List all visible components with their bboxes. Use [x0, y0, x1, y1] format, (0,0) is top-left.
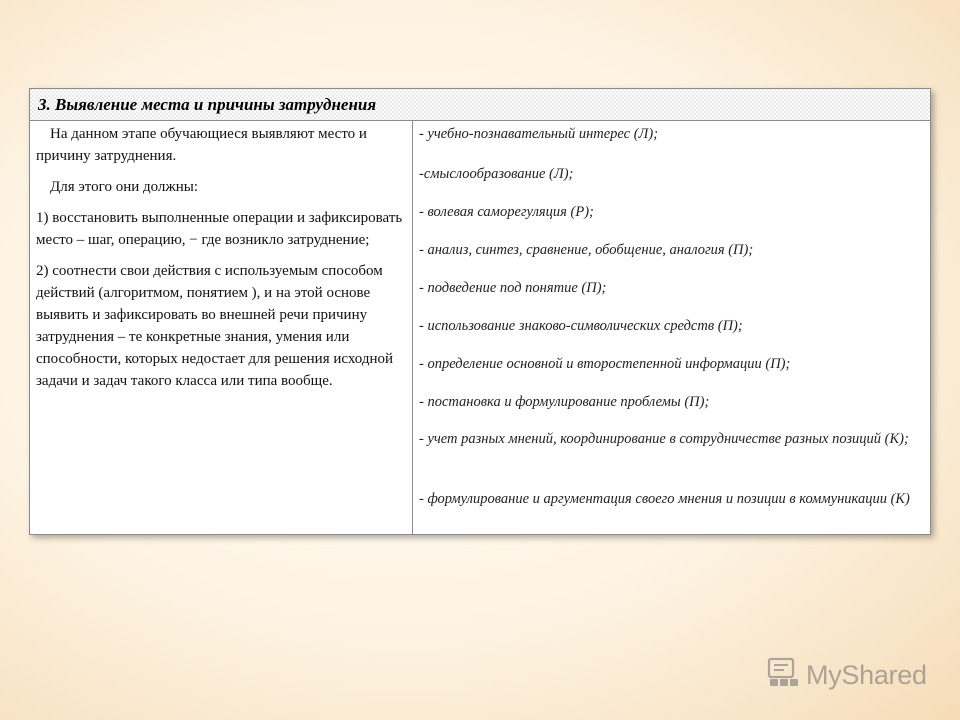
myshared-watermark	[766, 658, 927, 692]
table-header-row	[30, 89, 930, 121]
left-column	[36, 123, 404, 392]
uud-item: - постановка и формулирование проблемы (П);	[419, 394, 710, 410]
section-title: 3. Выявление места и причины затруднения	[38, 95, 377, 114]
uud-item: - формулирование и аргументация своего мнения и позиции в коммуникации (К)	[419, 491, 910, 507]
uud-item: - анализ, синтез, сравнение, обобщение, аналогия (П);	[419, 242, 754, 258]
column-divider	[412, 121, 413, 534]
left-paragraph-step-1: 1) восстановить выполненные операции и зафиксировать место – шаг, операцию, − где возникло затруднение;	[36, 210, 403, 248]
content-table	[29, 88, 931, 535]
uud-item: - учет разных мнений, координирование в сотрудничестве разных позиций (К);	[419, 431, 909, 447]
uud-item: - учебно-познавательный интерес (Л);	[419, 126, 659, 142]
uud-item: - подведение под понятие (П);	[419, 280, 607, 296]
uud-item: -смыслообразование (Л);	[419, 166, 574, 182]
watermark-text: MyShared	[806, 659, 927, 690]
uud-item: - определение основной и второстепенной информации (П);	[419, 356, 791, 372]
left-paragraph-step-2: 2) соотнести свои действия с используемым способом действий (алгоритмом, понятием ), и на этой основе выявить и зафиксировать во внешней речи причину затруднения – те конкретные знания, умения или способности, которых недостает для решения исходной задачи и задач такого класса или типа вообще.	[36, 263, 394, 389]
uud-item: - использование знаково-символических средств (П);	[419, 318, 743, 334]
classroom-board-icon	[766, 657, 800, 694]
uud-item: - волевая саморегуляция (Р);	[419, 204, 594, 220]
left-paragraph-intro: На данном этапе обучающиеся выявляют место и причину затруднения.	[36, 126, 367, 164]
left-paragraph-requirement: Для этого они должны:	[50, 179, 199, 195]
